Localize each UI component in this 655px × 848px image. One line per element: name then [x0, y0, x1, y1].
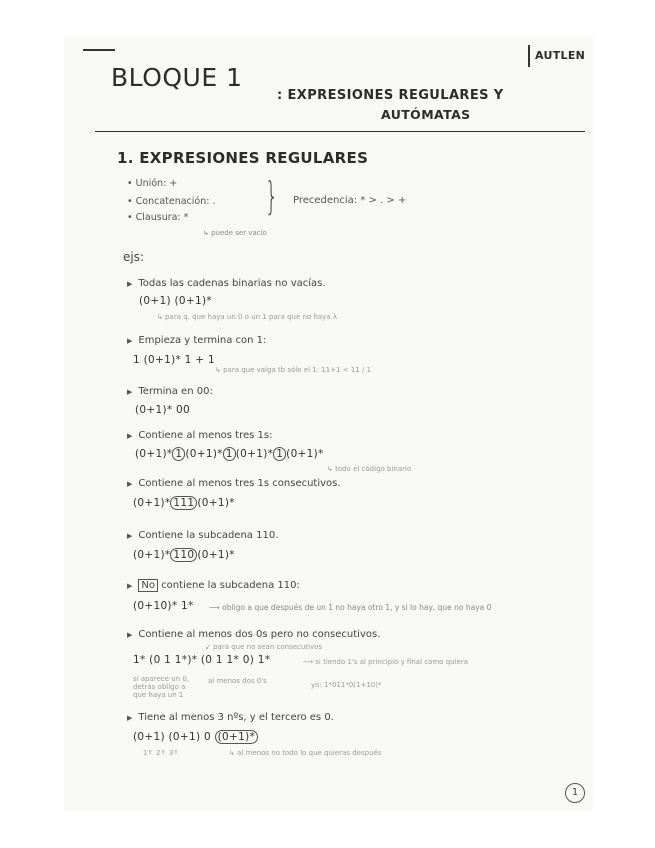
example-8-text	[127, 629, 380, 640]
expr-part: (0+1)*	[197, 549, 235, 561]
example-9-label: Tiene al menos 3 nºs, y el tercero es 0.	[138, 712, 334, 723]
expr-part: (0+1)*	[135, 448, 173, 460]
example-7-note: ⟶ obligo a que después de un 1 no haya otro 1, y si lo hay, que no haya 0	[209, 603, 492, 612]
page-subtitle-line1: : EXPRESIONES REGULARES Y	[277, 88, 504, 103]
bullet-icon: ▶	[127, 714, 133, 722]
circled-symbol: (0+1)*	[215, 730, 258, 744]
example-4-note: ↳ todo el código binario	[327, 465, 412, 473]
expr-part: (0+1) (0+1) 0	[133, 731, 211, 743]
brace-icon: }	[265, 174, 279, 218]
bullet-icon: ▶	[127, 388, 133, 396]
expr-part: (0+1)*	[235, 448, 274, 460]
example-5-expr	[133, 497, 235, 509]
expr-part: (0+1)*	[286, 448, 324, 460]
example-2-text	[127, 335, 266, 346]
example-2-expr: 1 (0+1)* 1 + 1	[133, 354, 215, 366]
example-6-text	[127, 530, 278, 541]
example-8-note-right: ⟶ si tiendo 1's al principio y final como quiera	[303, 658, 468, 666]
example-8-note-under2: al menos dos 0's	[208, 677, 267, 685]
example-1-note: ↳ para q. que haya un 0 o un 1 para que no haya λ	[157, 313, 337, 321]
page-subtitle-line2: AUTÓMATAS	[381, 107, 471, 122]
example-7-text	[127, 580, 300, 591]
expr-part: (0+1)*	[197, 497, 235, 509]
example-2-note: ↳ para que valga tb sólo el 1: 11+1 < 11 / 1	[215, 366, 371, 374]
example-4-expr	[135, 448, 324, 460]
example-9-labels: 1º 2º 3º	[143, 749, 179, 757]
examples-label: ejs:	[123, 250, 145, 264]
page-title: BLOQUE 1	[111, 63, 243, 92]
example-9-expr	[133, 731, 258, 743]
example-4-text	[127, 430, 272, 441]
circled-symbol: 1	[273, 447, 286, 461]
example-1-text	[127, 278, 326, 289]
boxed-word: No	[138, 579, 158, 592]
example-1-label: Todas las cadenas binarias no vacías.	[138, 278, 326, 289]
example-6-expr	[133, 549, 235, 561]
notebook-page	[65, 37, 592, 810]
example-8-expr: 1* (0 1 1*)* (0 1 1* 0) 1*	[133, 654, 271, 666]
expr-part: (0+1)*	[133, 549, 171, 561]
page-number: 1	[565, 783, 585, 803]
circled-symbol: 110	[170, 548, 197, 562]
bullet-icon: ▶	[127, 432, 133, 440]
bullet-icon: ▶	[127, 280, 133, 288]
closure-note: ↳ puede ser vacío	[203, 229, 267, 237]
tag-separator	[528, 45, 530, 67]
example-5-label: Contiene al menos tres 1s consecutivos.	[138, 478, 341, 489]
definition-concatenation: • Concatenación: .	[127, 196, 216, 207]
example-8-label: Contiene al menos dos 0s pero no consecutivos.	[138, 629, 381, 640]
bullet-icon: ▶	[127, 631, 133, 639]
example-2-label: Empieza y termina con 1:	[138, 335, 267, 346]
example-6-label: Contiene la subcadena 110.	[138, 530, 279, 541]
example-8-note-top: ↙ para que no sean consecutivos	[205, 643, 323, 651]
example-3-text	[127, 386, 213, 397]
example-7-expr: (0+10)* 1*	[133, 600, 194, 612]
circled-symbol: 111	[170, 496, 197, 510]
circled-symbol: 1	[172, 447, 185, 461]
bullet-icon: ▶	[127, 582, 133, 590]
example-7-label: contiene la subcadena 110:	[161, 580, 300, 591]
example-8-note-under3: yo: 1*011*0(1+10)*	[311, 681, 382, 689]
definition-union: • Unión: +	[127, 178, 178, 189]
example-8-note-under1: si aparece un 0, detrás obligo a que haya un 1	[133, 675, 190, 699]
bullet-icon: ▶	[127, 480, 133, 488]
expr-part: (0+1)*	[185, 448, 223, 460]
example-3-label: Termina en 00:	[138, 386, 213, 397]
course-tag: AUTLEN	[535, 49, 586, 62]
example-1-expr: (0+1) (0+1)*	[139, 295, 212, 307]
section-heading: 1. EXPRESIONES REGULARES	[117, 149, 369, 167]
example-4-label: Contiene al menos tres 1s:	[138, 430, 273, 441]
title-underline	[95, 131, 585, 132]
bullet-icon: ▶	[127, 337, 133, 345]
example-5-text	[127, 478, 341, 489]
example-9-text	[127, 712, 334, 723]
definition-closure: • Clausura: *	[127, 212, 189, 223]
example-3-expr: (0+1)* 00	[135, 404, 190, 416]
precedence-note: Precedencia: * > . > +	[293, 195, 407, 206]
example-9-note: ↳ al menos no todo lo que quieras después	[229, 749, 382, 757]
expr-part: (0+1)*	[133, 497, 171, 509]
circled-symbol: 1	[223, 447, 236, 461]
bullet-icon: ▶	[127, 532, 133, 540]
header-dash	[83, 49, 115, 51]
